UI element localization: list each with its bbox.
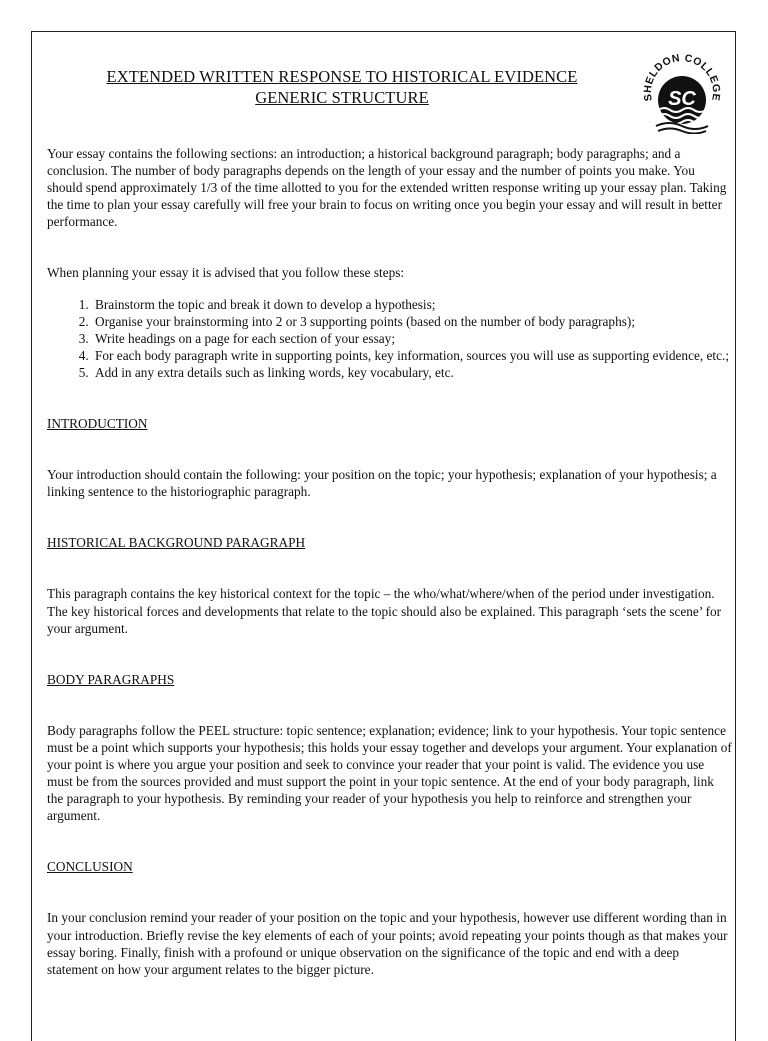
planning-step: 3. Write headings on a page for each section of your essay; xyxy=(92,330,732,347)
conclusion-text: In your conclusion remind your reader of your position on the topic and your hypothesis, however use different wording than in your introduction. Briefly revise the key elements of each of your points; avoid repeating your points though as that makes your essay boring. Finally, finish with a profound or unique observation on the significance of the topic and end with a deep statement on how your argument relates to the bigger picture. xyxy=(47,910,728,977)
document-page xyxy=(31,31,736,1041)
planning-step: 4. For each body paragraph write in supporting points, key information, sources you will use as supporting evidence, etc.; xyxy=(92,347,732,364)
introduction-text: Your introduction should contain the following: your position on the topic; your hypothesis; explanation of your hypothesis; a linking sentence to the historiographic paragraph. xyxy=(47,467,717,500)
introduction-heading: INTRODUCTION xyxy=(47,416,148,432)
title-line-1: EXTENDED WRITTEN RESPONSE TO HISTORICAL EVIDENCE xyxy=(106,67,578,86)
planning-lead: When planning your essay it is advised that you follow these steps: xyxy=(47,265,405,281)
intro-paragraph: Your essay contains the following sections: an introduction; a historical background paragraph; body paragraphs; and a conclusion. The number of body paragraphs depends on the length of your essay and the number of points you make. You should spend approximately 1/3 of the time allotted to you for the extended written response writing up your essay plan. Taking the time to plan your essay carefully will free your brain to focus on writing once you begin your essay and will result in better performance. xyxy=(47,146,727,230)
body-paragraphs-heading: BODY PARAGRAPHS xyxy=(47,671,175,687)
planning-steps-list xyxy=(47,296,732,381)
document-body xyxy=(47,145,732,978)
background-text: This paragraph contains the key historical context for the topic – the who/what/where/when of the period under investigation. The key historical forces and developments that relate to the topic should also be explained. This paragraph ‘sets the scene’ for your argument. xyxy=(47,586,722,636)
planning-step: 2. Organise your brainstorming into 2 or 3 supporting points (based on the number of body paragraphs); xyxy=(92,313,732,330)
planning-step: 5. Add in any extra details such as linking words, key vocabulary, etc. xyxy=(92,364,732,381)
planning-step: 1. Brainstorm the topic and break it down to develop a hypothesis; xyxy=(92,296,732,313)
school-logo xyxy=(640,50,724,134)
logo-text: SHELDON COLLEGE xyxy=(641,52,723,103)
document-title xyxy=(32,66,652,108)
title-line-2: GENERIC STRUCTURE xyxy=(255,88,429,107)
background-heading: HISTORICAL BACKGROUND PARAGRAPH xyxy=(47,535,306,551)
logo-initials: SC xyxy=(668,88,696,110)
body-paragraphs-text: Body paragraphs follow the PEEL structure: topic sentence; explanation; evidence; link to your hypothesis. Your topic sentence must be a point which supports your hypothesis; this holds your essay together and develops your argument. Your explanation of your point is where you argue your position and seek to convince your reader that your point is valid. The evidence you use must be from the sources provided and must support the point in your topic sentence. At the end of your body paragraph, link the paragraph to your hypothesis. By reminding your reader of your hypothesis you help to reinforce and strengthen your argument. xyxy=(47,722,732,824)
conclusion-heading: CONCLUSION xyxy=(47,859,133,875)
